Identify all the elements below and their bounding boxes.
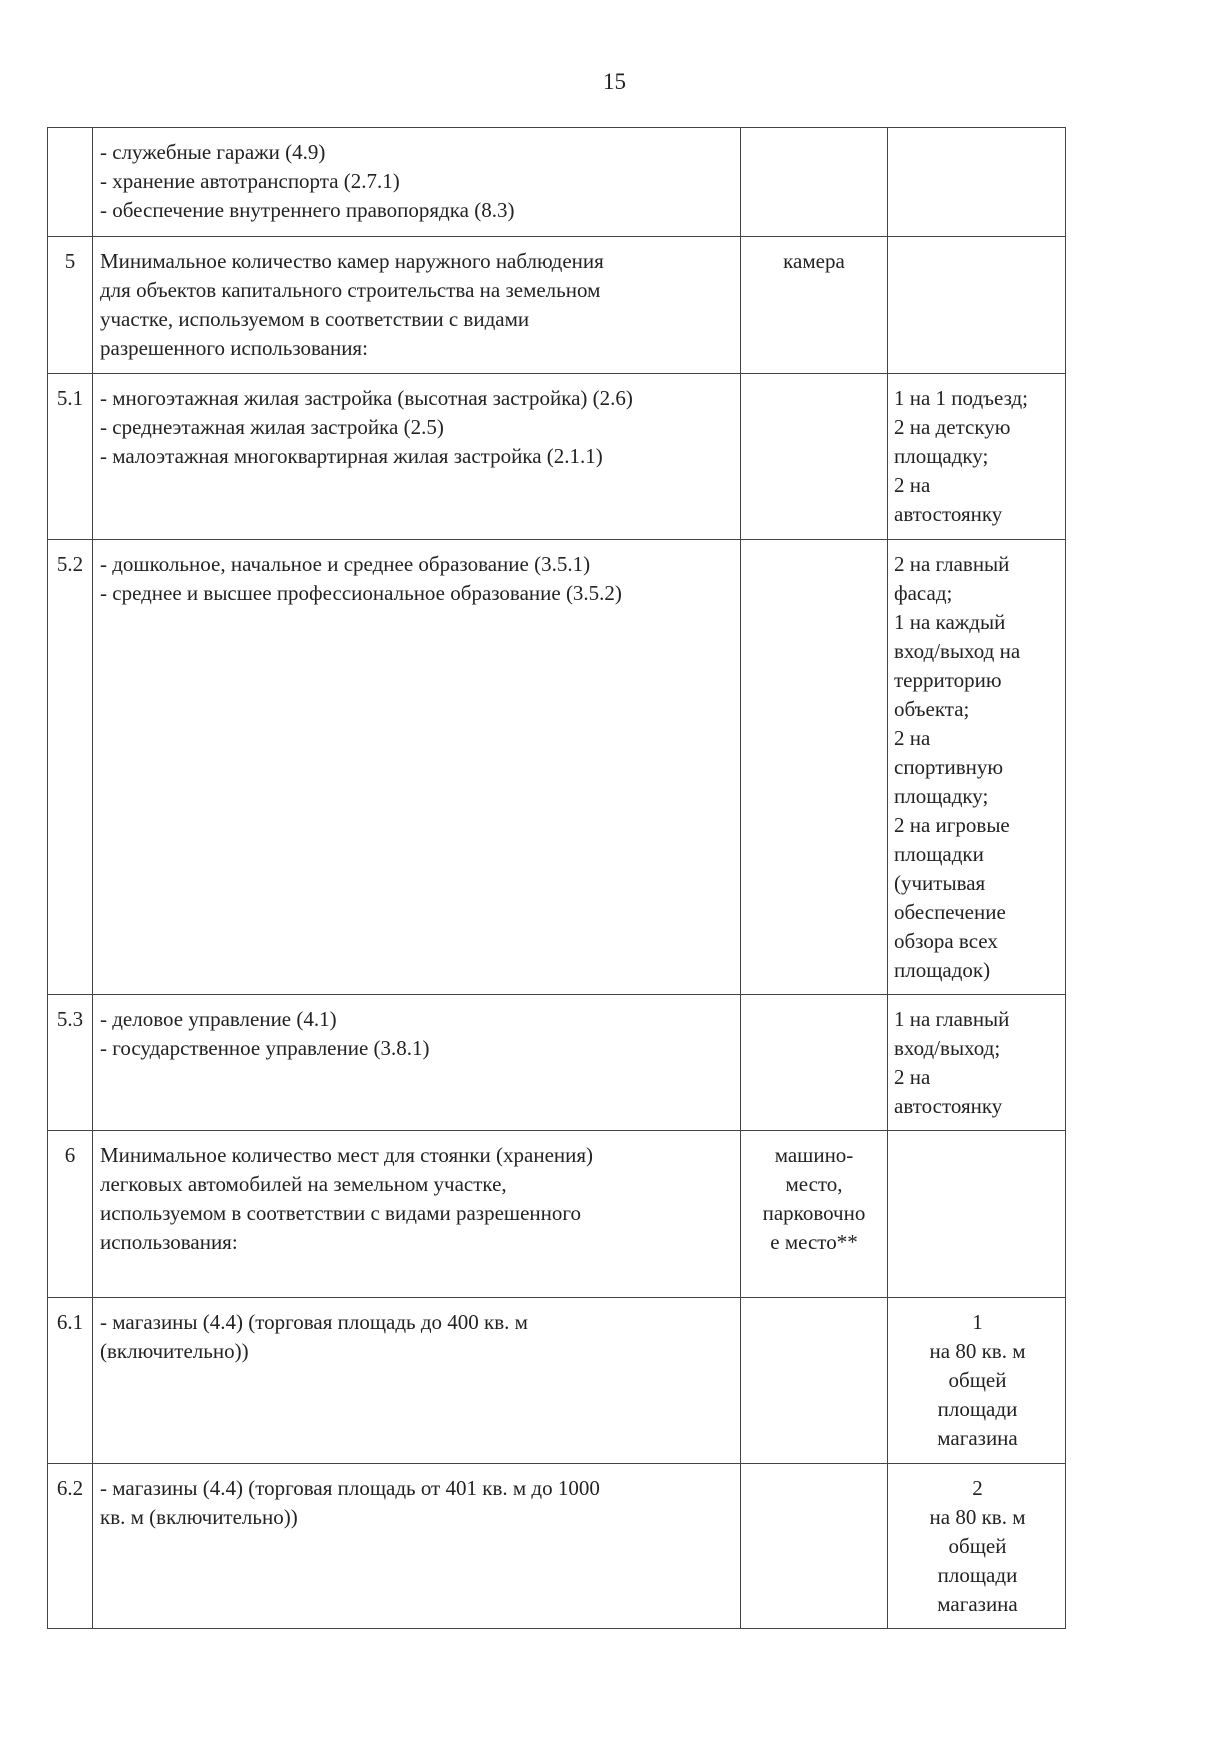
value-line: обеспечение xyxy=(894,900,1006,924)
row-value xyxy=(888,237,1066,374)
row-number: 6 xyxy=(48,1131,93,1298)
value-line: 2 на xyxy=(894,473,931,497)
description-line: - магазины (4.4) (торговая площадь от 401 кв. м до 1000 xyxy=(100,1476,600,1500)
value-line: автостоянку xyxy=(894,1094,1003,1118)
value-line: 1 xyxy=(972,1310,983,1334)
description-line: - многоэтажная жилая застройка (высотная застройка) (2.6) xyxy=(100,386,633,410)
row-number: 6.1 xyxy=(48,1298,93,1464)
row-unit xyxy=(741,374,888,540)
row-description xyxy=(93,237,741,374)
row-value xyxy=(888,995,1066,1131)
unit-line: место, xyxy=(785,1172,843,1196)
table-row xyxy=(48,128,1066,237)
description-line: для объектов капитального строительства на земельном xyxy=(100,278,601,302)
value-line: 2 на xyxy=(894,726,931,750)
value-line: площадки xyxy=(894,842,984,866)
row-number: 5.2 xyxy=(48,540,93,995)
table-row xyxy=(48,995,1066,1131)
value-line: 2 на детскую xyxy=(894,415,1011,439)
value-line: общей xyxy=(948,1534,1007,1558)
table-row xyxy=(48,374,1066,540)
description-line: разрешенного использования: xyxy=(100,336,368,360)
description-line: - магазины (4.4) (торговая площадь до 400 кв. м xyxy=(100,1310,528,1334)
unit-line: парковочно xyxy=(762,1201,866,1225)
table-row xyxy=(48,1131,1066,1298)
value-line: 2 на главный xyxy=(894,552,1010,576)
value-line: на 80 кв. м xyxy=(929,1505,1026,1529)
description-line: Минимальное количество камер наружного наблюдения xyxy=(100,249,604,273)
value-line: объекта; xyxy=(894,697,970,721)
description-line: - среднее и высшее профессиональное образование (3.5.2) xyxy=(100,581,622,605)
value-line: 1 на главный xyxy=(894,1007,1010,1031)
value-line: площади xyxy=(937,1397,1018,1421)
row-value xyxy=(888,374,1066,540)
value-line: обзора всех xyxy=(894,929,998,953)
table-row xyxy=(48,237,1066,374)
table-row xyxy=(48,1464,1066,1629)
row-description xyxy=(93,1298,741,1464)
row-description xyxy=(93,540,741,995)
value-line: автостоянку xyxy=(894,502,1003,526)
value-line: на 80 кв. м xyxy=(929,1339,1026,1363)
value-line: 1 на каждый xyxy=(894,610,1006,634)
row-number: 6.2 xyxy=(48,1464,93,1629)
description-line: кв. м (включительно)) xyxy=(100,1505,298,1529)
row-description xyxy=(93,1131,741,1298)
value-line: площадку; xyxy=(894,784,989,808)
value-line: спортивную xyxy=(894,755,1004,779)
description-line: использования: xyxy=(100,1230,238,1254)
value-line: 2 на xyxy=(894,1065,931,1089)
row-value xyxy=(888,1298,1066,1464)
row-value xyxy=(888,1464,1066,1629)
description-line: - служебные гаражи (4.9) xyxy=(100,140,326,164)
value-line: 1 на 1 подъезд; xyxy=(894,386,1028,410)
description-line: - деловое управление (4.1) xyxy=(100,1007,337,1031)
description-line: Минимальное количество мест для стоянки (хранения) xyxy=(100,1143,594,1167)
unit-line: машино- xyxy=(774,1143,854,1167)
description-line: - государственное управление (3.8.1) xyxy=(100,1036,430,1060)
unit-line: камера xyxy=(783,249,845,273)
value-line: (учитывая xyxy=(894,871,986,895)
value-line: магазина xyxy=(937,1426,1018,1450)
description-line: - обеспечение внутреннего правопорядка (8.3) xyxy=(100,198,515,222)
row-description xyxy=(93,374,741,540)
page-number: 15 xyxy=(603,69,626,94)
description-line: - хранение автотранспорта (2.7.1) xyxy=(100,169,400,193)
row-description xyxy=(93,128,741,237)
description-line: - малоэтажная многоквартирная жилая застройка (2.1.1) xyxy=(100,444,603,468)
row-unit xyxy=(741,237,888,374)
row-number: 5.3 xyxy=(48,995,93,1131)
row-number: 5 xyxy=(48,237,93,374)
value-line: общей xyxy=(948,1368,1007,1392)
row-unit xyxy=(741,540,888,995)
description-line: используемом в соответствии с видами разрешенного xyxy=(100,1201,581,1225)
row-value xyxy=(888,128,1066,237)
row-value xyxy=(888,540,1066,995)
row-number: 5.1 xyxy=(48,374,93,540)
value-line: площади xyxy=(937,1563,1018,1587)
unit-line: е место** xyxy=(770,1230,858,1254)
row-unit xyxy=(741,1298,888,1464)
row-description xyxy=(93,995,741,1131)
description-line: - дошкольное, начальное и среднее образование (3.5.1) xyxy=(100,552,591,576)
row-description xyxy=(93,1464,741,1629)
value-line: магазина xyxy=(937,1592,1018,1616)
table-row xyxy=(48,1298,1066,1464)
value-line: 2 на игровые xyxy=(894,813,1010,837)
description-line: легковых автомобилей на земельном участке, xyxy=(100,1172,507,1196)
row-unit xyxy=(741,1464,888,1629)
row-value xyxy=(888,1131,1066,1298)
row-unit xyxy=(741,128,888,237)
value-line: площадку; xyxy=(894,444,989,468)
requirements-table xyxy=(47,127,1066,1629)
value-line: площадок) xyxy=(894,958,991,982)
value-line: вход/выход; xyxy=(894,1036,1001,1060)
row-unit xyxy=(741,995,888,1131)
value-line: фасад; xyxy=(894,581,953,605)
row-unit xyxy=(741,1131,888,1298)
table-row xyxy=(48,540,1066,995)
value-line: 2 xyxy=(972,1476,983,1500)
row-number xyxy=(48,128,93,237)
value-line: территорию xyxy=(894,668,1002,692)
description-line: (включительно)) xyxy=(100,1339,249,1363)
description-line: участке, используемом в соответствии с видами xyxy=(100,307,530,331)
value-line: вход/выход на xyxy=(894,639,1021,663)
description-line: - среднеэтажная жилая застройка (2.5) xyxy=(100,415,444,439)
